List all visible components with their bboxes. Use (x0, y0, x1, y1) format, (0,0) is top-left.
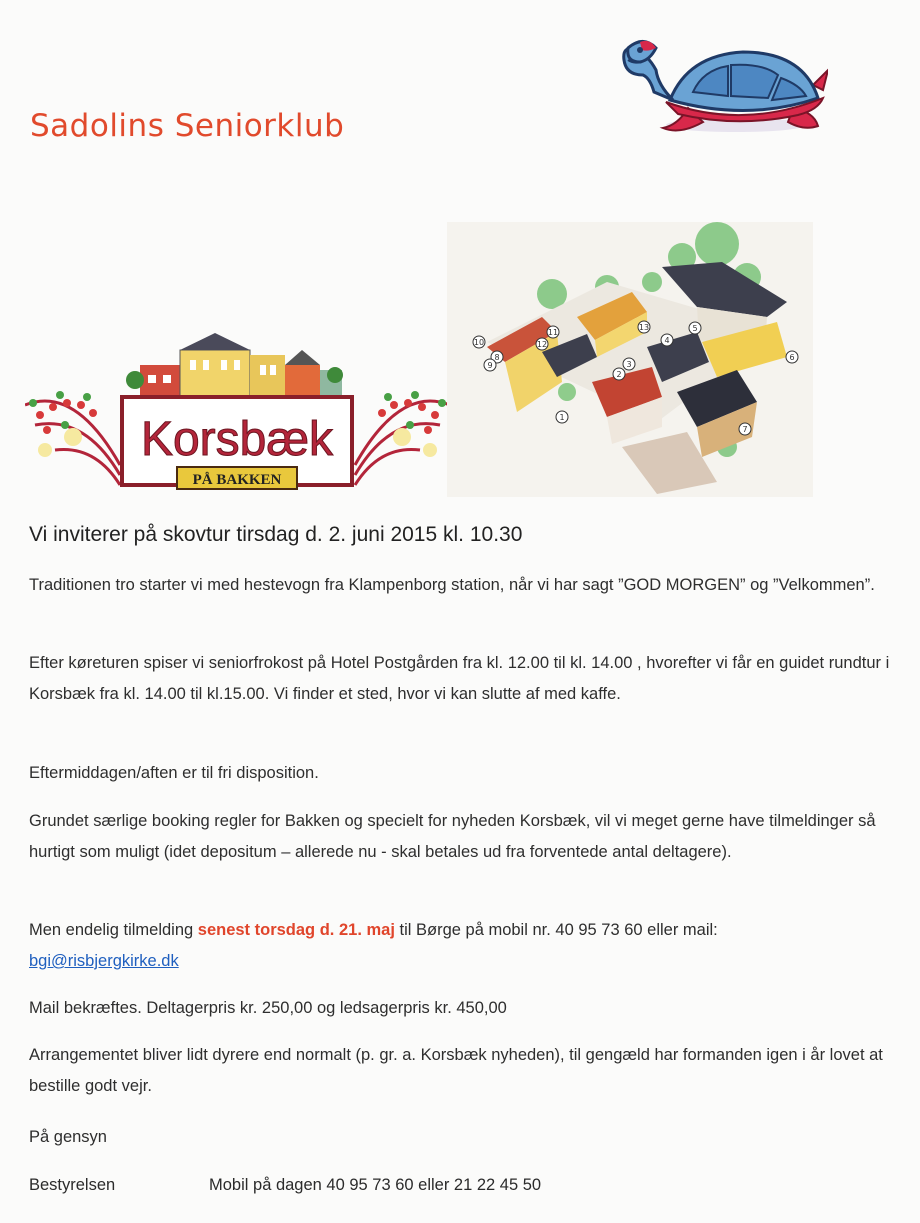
svg-text:11: 11 (547, 328, 559, 337)
paragraph-afternoon: Eftermiddagen/aften er til fri disposition. (29, 764, 319, 782)
paragraph-departure: Traditionen tro starter vi med hestevogn fra Klampenborg station, når vi har sagt ”GOD MORGEN” og ”Velkommen”. (29, 576, 875, 594)
svg-text:7: 7 (742, 425, 748, 434)
korsbaek-map-illustration (447, 222, 813, 497)
svg-text:5: 5 (692, 324, 698, 333)
paragraph-prices: Mail bekræftes. Deltagerpris kr. 250,00 og ledsagerpris kr. 450,00 (29, 999, 507, 1017)
svg-text:6: 6 (789, 353, 795, 362)
turtle-illustration (618, 30, 828, 135)
paragraph-weather: Arrangementet bliver lidt dyrere end normalt (p. gr. a. Korsbæk nyheden), til gengæld har formanden igen i år lovet at bestille godt vejr. (29, 1046, 883, 1095)
registration-text: Men endelig tilmelding (29, 921, 198, 939)
signature-phone: Mobil på dagen 40 95 73 60 eller 21 22 45 50 (209, 1176, 542, 1194)
svg-text:3: 3 (626, 360, 632, 369)
paragraph-registration (29, 915, 899, 977)
logo-subtitle: PÅ BAKKEN (192, 472, 282, 488)
svg-text:10: 10 (473, 338, 485, 347)
signature-board: Bestyrelsen (29, 1176, 116, 1194)
svg-text:2: 2 (616, 370, 622, 379)
paragraph-booking: Grundet særlige booking regler for Bakken og specielt for nyheden Korsbæk, vil vi meget gerne have tilmeldinger så hurtigt som muligt (idet depositum – allerede nu - skal betales ud fra forventede antal deltagere). (29, 812, 876, 861)
logo-title: Korsbæk (140, 413, 334, 466)
deadline-highlight: senest torsdag d. 21. maj (197, 921, 395, 939)
registration-contact: til Børge på mobil nr. 40 95 73 60 eller mail: (394, 921, 718, 939)
korsbaek-logo (25, 325, 450, 495)
svg-text:12: 12 (536, 340, 548, 349)
invitation-heading: Vi inviterer på skovtur tirsdag d. 2. juni 2015 kl. 10.30 (29, 523, 523, 546)
paragraph-farewell: På gensyn (29, 1128, 107, 1146)
svg-text:1: 1 (559, 413, 565, 422)
svg-text:13: 13 (638, 323, 650, 332)
email-link[interactable]: bgi@risbjergkirke.dk (29, 952, 179, 970)
svg-text:8: 8 (494, 353, 500, 362)
paragraph-lunch-tour: Efter køreturen spiser vi seniorfrokost på Hotel Postgården fra kl. 12.00 til kl. 14.00 , hvorefter vi får en guidet rundtur i Korsbæk fra kl. 14.00 til kl.15.00. Vi finder et sted, hvor vi kan slutte af med kaffe. (29, 654, 890, 703)
svg-text:9: 9 (487, 361, 493, 370)
svg-text:4: 4 (664, 336, 670, 345)
club-title: Sadolins Seniorklub (30, 108, 345, 144)
